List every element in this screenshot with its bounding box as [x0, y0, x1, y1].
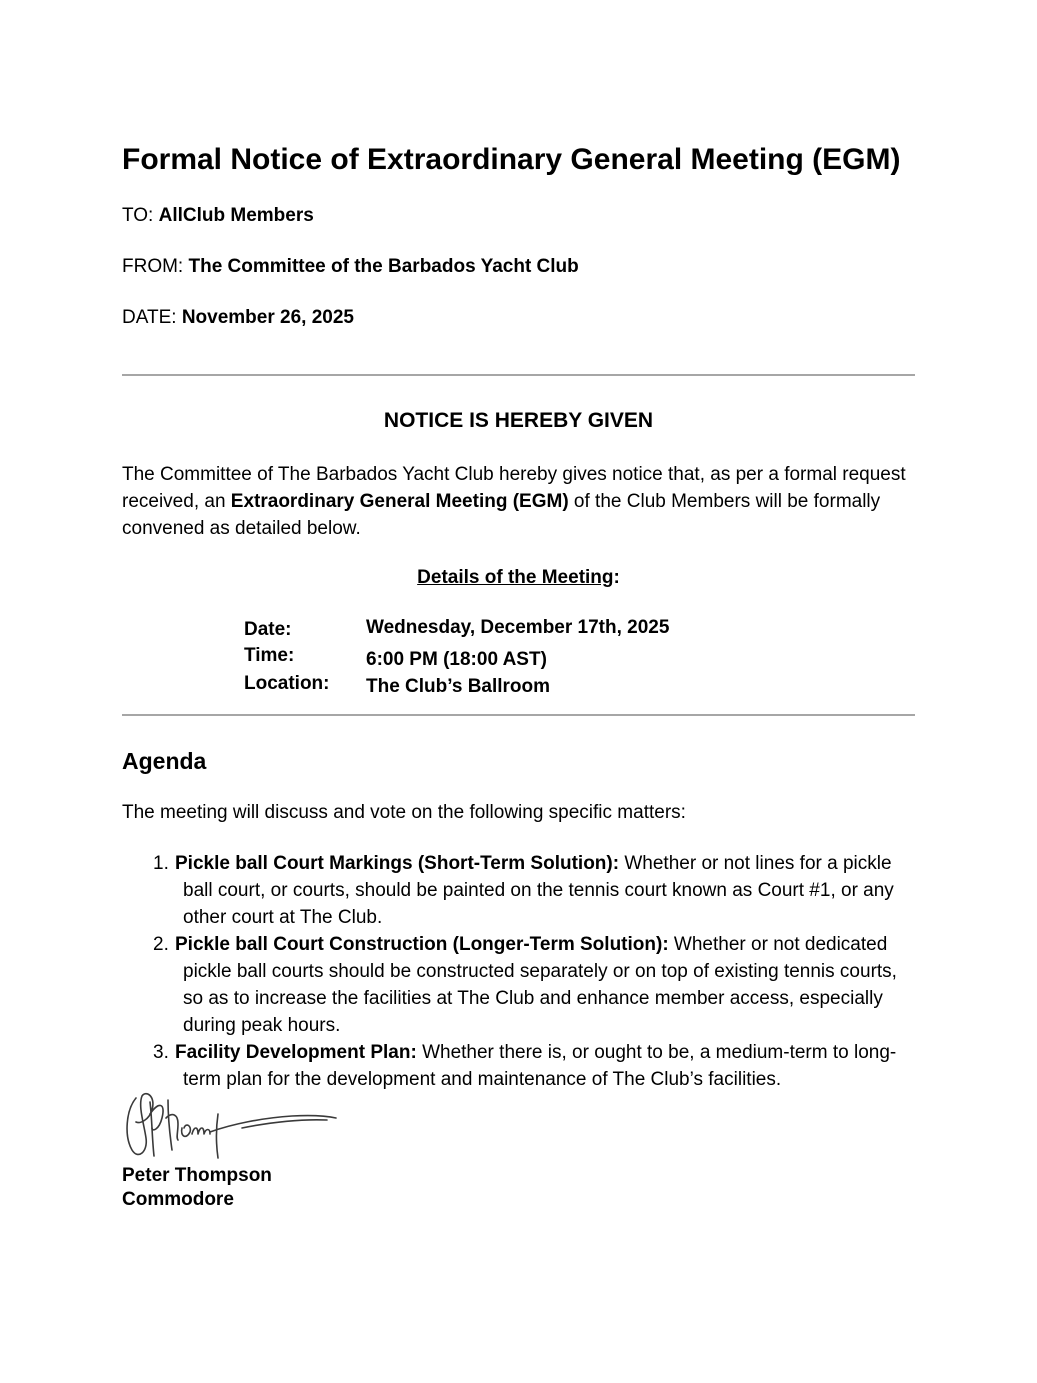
agenda-list	[122, 850, 922, 1093]
agenda-item-title: Facility Development Plan:	[175, 1042, 417, 1063]
from-label: FROM:	[122, 256, 184, 277]
agenda-item	[122, 931, 922, 1039]
from-line	[122, 254, 579, 280]
agenda-item-text: Whether or not lines for a pickle ball court, or courts, should be painted on the tennis court known as Court #1, or any other court at The Club.	[183, 853, 894, 928]
agenda-item-number: 3.	[153, 1042, 169, 1063]
agenda-item-number: 1.	[153, 853, 169, 874]
intro-text-bold: Extraordinary General Meeting (EGM)	[230, 491, 569, 512]
intro-text-after: of the Club Members will be formally convened as detailed below.	[122, 491, 881, 539]
detail-row-location	[244, 671, 550, 697]
to-value: AllClub Members	[158, 205, 314, 226]
details-heading	[122, 565, 915, 591]
agenda-item-number: 2.	[153, 934, 169, 955]
top-divider	[122, 374, 915, 376]
notice-page	[122, 0, 915, 1383]
detail-label-location: Location:	[244, 673, 330, 694]
document-title: Formal Notice of Extraordinary General Meeting (EGM)	[122, 143, 901, 176]
notice-heading: NOTICE IS HEREBY GIVEN	[383, 409, 654, 432]
from-value: The Committee of the Barbados Yacht Club	[188, 256, 579, 277]
detail-value-time: 6:00 PM (18:00 AST)	[366, 649, 547, 670]
signatory-role: Commodore	[122, 1189, 234, 1210]
detail-value-location: The Club’s Ballroom	[366, 676, 551, 697]
intro-text-before: The Committee of The Barbados Yacht Club hereby gives notice that, as per a formal request received, an	[122, 464, 906, 512]
bottom-divider	[122, 714, 915, 716]
details-heading-text: Details of the Meeting	[417, 567, 614, 588]
agenda-item-title: Pickle ball Court Construction (Longer-Term Solution):	[175, 934, 669, 955]
date-value: November 26, 2025	[181, 307, 354, 328]
agenda-item-title: Pickle ball Court Markings (Short-Term Solution):	[175, 853, 620, 874]
agenda-item	[122, 1039, 922, 1093]
to-line	[122, 203, 314, 229]
detail-value-date: Wednesday, December 17th, 2025	[366, 617, 670, 638]
detail-row-time	[244, 643, 547, 669]
agenda-item-text: Whether or not dedicated pickle ball courts should be constructed separately or on top of existing tennis courts, so as to increase the facilities at The Club and enhance member access, especially during peak hours.	[183, 934, 897, 1036]
date-label: DATE:	[122, 307, 177, 328]
signatory-name: Peter Thompson	[122, 1165, 272, 1186]
agenda-item-text: Whether there is, or ought to be, a medium-term to long-term plan for the development and maintenance of The Club’s facilities.	[183, 1042, 897, 1090]
intro-paragraph	[122, 461, 915, 542]
detail-label-time: Time:	[244, 645, 295, 666]
to-label: TO:	[122, 205, 154, 226]
details-heading-colon: :	[613, 567, 620, 588]
agenda-item	[122, 850, 922, 931]
detail-label-date: Date:	[244, 619, 292, 640]
agenda-heading: Agenda	[122, 748, 207, 774]
handwritten-signature	[122, 1088, 342, 1168]
date-line	[122, 305, 354, 331]
agenda-intro: The meeting will discuss and vote on the following specific matters:	[122, 802, 686, 823]
detail-row-date	[244, 617, 669, 643]
